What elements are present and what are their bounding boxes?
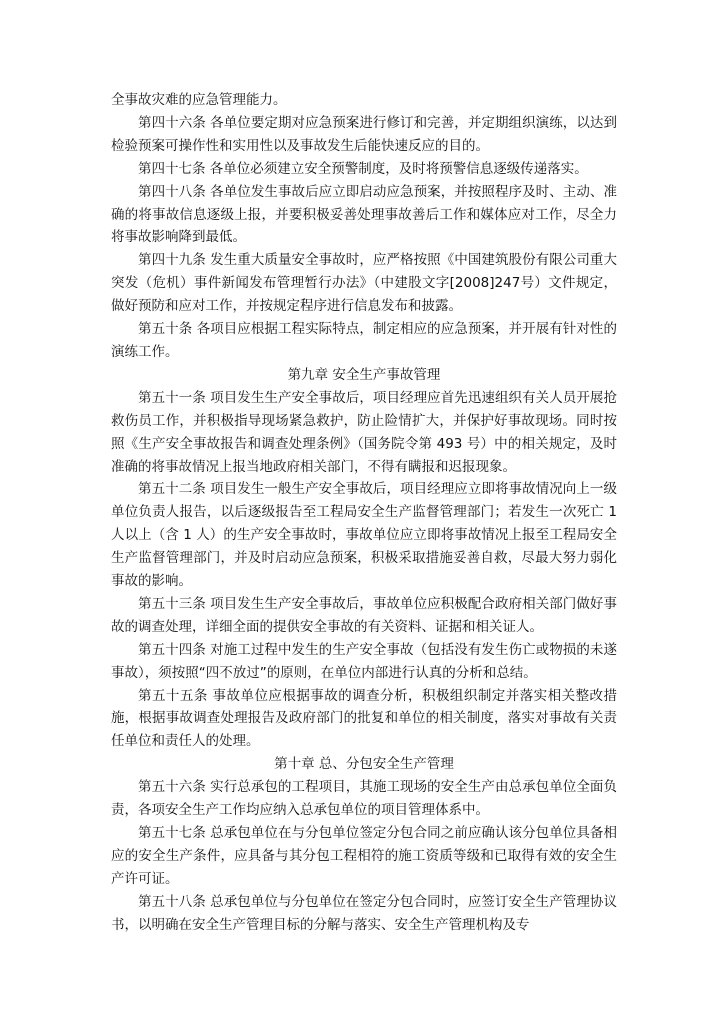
- article-paragraph: 第五十二条 项目发生一般生产安全事故后，项目经理应立即将事故情况向上一级单位负责人报告，以后逐级报告至工程局安全生产监督管理部门；若发生一次死亡 1 人以上（含 1 人）的生产安全事故时，事故单位应立即将事故情况上报至工程局安全生产监督管理部门，并及时启动应急预案，积极采取措施妥善自救，尽最大努力弱化事故的影响。: [111, 481, 617, 590]
- chapter-heading: 第十章 总、分包安全生产管理: [274, 756, 454, 773]
- article-paragraph: 第四十七条 各单位必须建立安全预警制度，及时将预警信息逐级传递落实。: [138, 160, 588, 177]
- article-paragraph: 第五十三条 项目发生生产安全事故后，事故单位应积极配合政府相关部门做好事故的调查处理，详细全面的提供安全事故的有关资料、证据和相关证人。: [111, 595, 617, 635]
- chapter-heading: 第九章 安全生产事故管理: [287, 366, 441, 383]
- document-body: [111, 89, 617, 937]
- article-paragraph: 第五十四条 对施工过程中发生的生产安全事故（包括没有发生伤亡或物损的未遂事故），须按照“四不放过”的原则，在单位内部进行认真的分析和总结。: [111, 641, 617, 681]
- article-paragraph: 第五十五条 事故单位应根据事故的调查分析，积极组织制定并落实相关整改措施，根据事故调查处理报告及政府部门的批复和单位的相关制度，落实对事故有关责任单位和责任人的处理。: [111, 687, 617, 750]
- article-paragraph: 第五十七条 总承包单位在与分包单位签定分包合同之前应确认该分包单位具备相应的安全生产条件，应具备与其分包工程相符的施工资质等级和已取得有效的安全生产许可证。: [111, 825, 617, 887]
- article-paragraph: 第四十九条 发生重大质量安全事故时，应严格按照《中国建筑股份有限公司重大突发（危机）事件新闻发布管理暂行办法》（中建股文字[2008]247号）文件规定，做好预防和应对工作，并按规定程序进行信息发布和披露。: [111, 252, 617, 315]
- article-paragraph: 全事故灾难的应急管理能力。: [111, 92, 287, 108]
- article-paragraph: 第五十八条 总承包单位与分包单位在签定分包合同时，应签订安全生产管理协议书，以明确在安全生产管理目标的分解与落实、安全生产管理机构及专: [111, 893, 617, 933]
- article-paragraph: 第四十八条 各单位发生事故后应立即启动应急预案，并按照程序及时、主动、准确的将事故信息逐级上报，并要积极妥善处理事故善后工作和媒体应对工作，尽全力将事故影响降到最低。: [111, 183, 617, 246]
- article-paragraph: 第五十条 各项目应根据工程实际特点，制定相应的应急预案，并开展有针对性的演练工作。: [111, 321, 617, 360]
- article-paragraph: 第四十六条 各单位要定期对应急预案进行修订和完善，并定期组织演练，以达到检验预案可操作性和实用性以及事故发生后能快速反应的目的。: [111, 114, 617, 154]
- article-paragraph: 第五十一条 项目发生生产安全事故后，项目经理应首先迅速组织有关人员开展抢救伤员工作，并积极指导现场紧急救护，防止险情扩大，并保护好事故现场。同时按照《生产安全事故报告和调查处理条例》（国务院令第 493 号）中的相关规定，及时准确的将事故情况上报当地政府相关部门，不得有瞒报和迟报现象。: [111, 389, 617, 475]
- article-paragraph: 第五十六条 实行总承包的工程项目，其施工现场的安全生产由总承包单位全面负责，各项安全生产工作均应纳入总承包单位的项目管理体系中。: [111, 779, 617, 819]
